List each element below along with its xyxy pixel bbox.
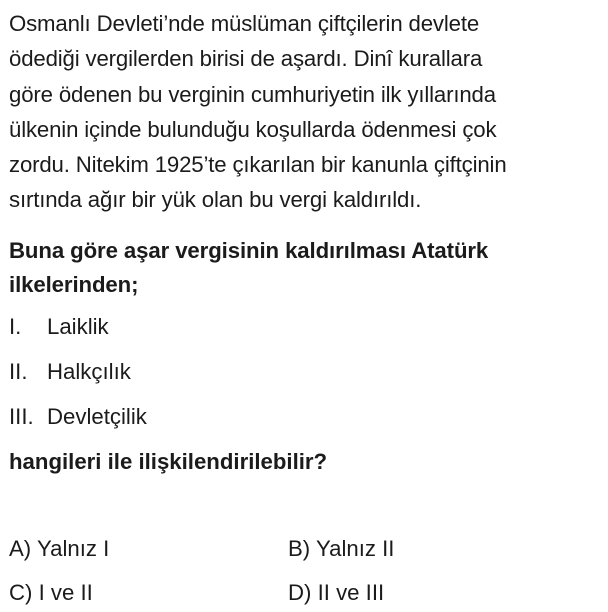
question-block <box>9 6 603 477</box>
question-passage <box>9 6 603 218</box>
stem-line: Buna göre aşar vergisinin kaldırılması Atatürk <box>9 237 489 263</box>
passage-line: ödediği vergilerden birisi de aşardı. Dinî kurallara <box>9 46 483 72</box>
question-prompt: hangileri ile ilişkilendirilebilir? <box>9 448 328 474</box>
statement-item <box>9 357 603 402</box>
statement-numeral: II. <box>9 358 28 384</box>
question-stem <box>9 234 603 302</box>
passage-line: Osmanlı Devleti’nde müslüman çiftçilerin devlete <box>9 11 480 36</box>
statement-list <box>9 312 603 447</box>
passage-line: sırtında ağır bir yük olan bu vergi kaldırıldı. <box>9 187 422 213</box>
choice-c[interactable] <box>9 578 93 608</box>
choice-text: Yalnız II <box>315 536 395 561</box>
statement-text: Halkçılık <box>47 358 131 384</box>
passage-line: ülkenin içinde bulunduğu koşullarda ödenmesi çok <box>9 116 497 142</box>
statement-item <box>9 312 603 357</box>
choice-text: II ve III <box>317 580 385 605</box>
choice-letter: D) <box>288 580 312 605</box>
passage-line: göre ödenen bu verginin cumhuriyetin ilk yıllarında <box>9 81 496 107</box>
choice-letter: C) <box>9 580 33 605</box>
passage-line: zordu. Nitekim 1925’te çıkarılan bir kanunla çiftçinin <box>9 152 507 178</box>
statement-text: Laiklik <box>47 313 109 339</box>
statement-numeral: III. <box>9 403 34 429</box>
choice-text: Yalnız I <box>36 536 110 561</box>
choice-text: I ve II <box>38 580 93 605</box>
statement-text: Devletçilik <box>47 403 147 429</box>
choice-b[interactable] <box>288 534 394 564</box>
statement-numeral: I. <box>9 313 22 339</box>
choice-letter: B) <box>288 536 311 561</box>
statement-item <box>9 402 603 447</box>
choice-letter: A) <box>9 536 32 561</box>
choice-d[interactable] <box>288 578 384 608</box>
stem-line: ilkelerinden; <box>9 271 139 297</box>
choice-a[interactable] <box>9 534 109 564</box>
